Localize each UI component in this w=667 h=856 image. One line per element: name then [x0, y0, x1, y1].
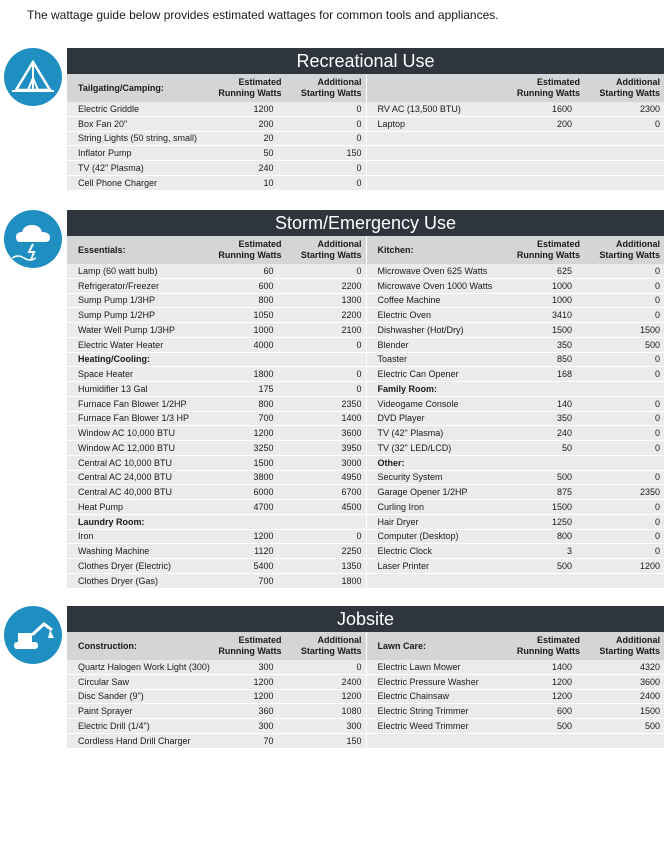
- starting-watts: 150: [346, 735, 362, 746]
- running-watts: 1050: [253, 310, 274, 321]
- starting-watts: 0: [654, 354, 660, 365]
- running-watts: 3410: [551, 310, 572, 321]
- table-row: [367, 264, 665, 279]
- table-row: [67, 574, 366, 589]
- storm-cloud-icon: [4, 210, 62, 268]
- starting-watts: 0: [654, 310, 660, 321]
- table-row: [67, 308, 366, 323]
- starting-watts: 1400: [341, 413, 362, 424]
- running-watts: 500: [556, 472, 572, 483]
- table-row: [67, 367, 366, 382]
- appliance-name: Security System: [377, 472, 443, 483]
- table-row: [367, 323, 665, 338]
- running-watts: 1200: [253, 531, 274, 542]
- starting-watts: 0: [654, 280, 660, 291]
- appliance-name: Clothes Dryer (Electric): [78, 560, 172, 571]
- starting-watts: 0: [356, 661, 362, 672]
- running-watts: 1200: [253, 691, 274, 702]
- running-watts: 4700: [253, 501, 274, 512]
- appliance-name: TV (42" Plasma): [78, 162, 144, 173]
- appliance-name: Window AC 12,000 BTU: [78, 442, 176, 453]
- estimated-running-watts-header: Estimated Running Watts: [218, 635, 282, 656]
- running-watts: 700: [258, 413, 274, 424]
- appliance-name: Iron: [78, 531, 94, 542]
- appliance-name: Dishwasher (Hot/Dry): [377, 324, 464, 335]
- running-watts: 500: [556, 560, 572, 571]
- appliance-name: Furnace Fan Blower 1/2HP: [78, 398, 187, 409]
- starting-watts: 0: [654, 531, 660, 542]
- table-row: [367, 117, 665, 132]
- table-row: [67, 530, 366, 545]
- running-watts: 625: [556, 265, 572, 276]
- appliance-name: Family Room:: [377, 383, 438, 394]
- table-row: [67, 338, 366, 353]
- estimated-running-watts-header: Estimated Running Watts: [218, 77, 282, 98]
- table-row: [367, 294, 665, 309]
- table-row: [367, 559, 665, 574]
- running-watts: 875: [556, 487, 572, 498]
- table-row: [367, 719, 665, 734]
- running-watts: 300: [258, 661, 274, 672]
- column-header: [67, 74, 366, 102]
- starting-watts: 0: [654, 501, 660, 512]
- starting-watts: 300: [346, 720, 362, 731]
- additional-starting-watts-header: Additional Starting Watts: [599, 239, 660, 260]
- subcategory-row: [367, 382, 665, 397]
- table-row: [367, 704, 665, 719]
- additional-starting-watts-header: Additional Starting Watts: [599, 77, 660, 98]
- table-row: [67, 500, 366, 515]
- table-row: [67, 734, 366, 749]
- appliance-name: Curling Iron: [377, 501, 425, 512]
- appliance-name: Coffee Machine: [377, 295, 441, 306]
- table-row: [367, 734, 665, 749]
- table-row: [367, 279, 665, 294]
- running-watts: 1200: [551, 676, 572, 687]
- running-watts: 10: [263, 177, 274, 188]
- appliance-name: Furnace Fan Blower 1/3 HP: [78, 413, 190, 424]
- appliance-name: Quartz Halogen Work Light (300): [78, 661, 210, 672]
- estimated-running-watts-header: Estimated Running Watts: [516, 77, 580, 98]
- table-row: [67, 397, 366, 412]
- running-watts: 1250: [551, 516, 572, 527]
- starting-watts: 0: [356, 118, 362, 129]
- table-row: [67, 559, 366, 574]
- table-row: [67, 161, 366, 176]
- section-title: Jobsite: [67, 606, 664, 632]
- starting-watts: 0: [356, 133, 362, 144]
- appliance-name: Box Fan 20": [78, 118, 128, 129]
- running-watts: 600: [258, 280, 274, 291]
- running-watts: 200: [258, 118, 274, 129]
- running-watts: 240: [258, 162, 274, 173]
- section-title: Recreational Use: [67, 48, 664, 74]
- appliance-name: DVD Player: [377, 413, 425, 424]
- appliance-name: Laundry Room:: [78, 516, 145, 527]
- table-row: [67, 323, 366, 338]
- appliance-name: Blender: [377, 339, 409, 350]
- appliance-name: Electric String Trimmer: [377, 706, 469, 717]
- additional-starting-watts-header: Additional Starting Watts: [300, 239, 362, 260]
- appliance-name: Central AC 10,000 BTU: [78, 457, 173, 468]
- running-watts: 850: [556, 354, 572, 365]
- running-watts: 600: [556, 706, 572, 717]
- running-watts: 1800: [253, 369, 274, 380]
- starting-watts: 2350: [639, 487, 660, 498]
- appliance-name: Electric Griddle: [78, 103, 140, 114]
- table-row: [367, 338, 665, 353]
- column-header: [67, 236, 366, 264]
- column-header: [67, 632, 366, 660]
- starting-watts: 0: [654, 442, 660, 453]
- running-watts: 350: [556, 339, 572, 350]
- category-label: Construction:: [78, 641, 137, 651]
- starting-watts: 0: [654, 516, 660, 527]
- running-watts: 1500: [551, 324, 572, 335]
- appliance-name: Refrigerator/Freezer: [78, 280, 160, 291]
- recreational-left-column: [67, 74, 366, 191]
- starting-watts: 0: [654, 413, 660, 424]
- starting-watts: 0: [654, 472, 660, 483]
- starting-watts: 4320: [639, 661, 660, 672]
- category-label: Essentials:: [78, 245, 126, 255]
- appliance-name: Electric Can Opener: [377, 369, 459, 380]
- table-row: [67, 146, 366, 161]
- table-row: [367, 530, 665, 545]
- appliance-name: Humidifier 13 Gal: [78, 383, 148, 394]
- running-watts: 1500: [551, 501, 572, 512]
- table-row: [367, 397, 665, 412]
- appliance-name: Electric Lawn Mower: [377, 661, 461, 672]
- excavator-icon: [4, 606, 62, 664]
- tent-icon: [4, 48, 62, 106]
- starting-watts: 2200: [341, 310, 362, 321]
- running-watts: 1000: [551, 280, 572, 291]
- appliance-name: Toaster: [377, 354, 408, 365]
- running-watts: 50: [561, 442, 572, 453]
- starting-watts: 2100: [341, 324, 362, 335]
- subcategory-row: [67, 515, 366, 530]
- appliance-name: Electric Weed Trimmer: [377, 720, 469, 731]
- starting-watts: 0: [654, 428, 660, 439]
- starting-watts: 0: [654, 398, 660, 409]
- running-watts: 360: [258, 706, 274, 717]
- appliance-name: Other:: [377, 457, 405, 468]
- starting-watts: 0: [654, 369, 660, 380]
- table-row: [367, 441, 665, 456]
- table-row: [367, 132, 665, 147]
- table-row: [67, 132, 366, 147]
- starting-watts: 3600: [341, 428, 362, 439]
- estimated-running-watts-header: Estimated Running Watts: [218, 239, 282, 260]
- table-row: [367, 485, 665, 500]
- appliance-name: Central AC 40,000 BTU: [78, 487, 173, 498]
- appliance-name: RV AC (13,500 BTU): [377, 103, 461, 114]
- starting-watts: 0: [356, 369, 362, 380]
- running-watts: 1000: [253, 324, 274, 335]
- appliance-name: Sump Pump 1/3HP: [78, 295, 156, 306]
- column-header: [367, 74, 665, 102]
- appliance-name: TV (32" LED/LCD): [377, 442, 452, 453]
- starting-watts: 500: [644, 339, 660, 350]
- appliance-name: Electric Pressure Washer: [377, 676, 479, 687]
- table-row: [67, 382, 366, 397]
- jobsite-left-column: [67, 632, 366, 749]
- table-row: [367, 500, 665, 515]
- running-watts: 3800: [253, 472, 274, 483]
- running-watts: 3250: [253, 442, 274, 453]
- running-watts: 1200: [253, 676, 274, 687]
- additional-starting-watts-header: Additional Starting Watts: [599, 635, 660, 656]
- running-watts: 800: [258, 295, 274, 306]
- table-row: [367, 544, 665, 559]
- appliance-name: TV (42" Plasma): [377, 428, 444, 439]
- starting-watts: 0: [654, 295, 660, 306]
- appliance-name: Computer (Desktop): [377, 531, 459, 542]
- starting-watts: 1800: [341, 575, 362, 586]
- starting-watts: 0: [356, 265, 362, 276]
- appliance-name: Clothes Dryer (Gas): [78, 575, 159, 586]
- appliance-name: Cell Phone Charger: [78, 177, 158, 188]
- table-row: [67, 412, 366, 427]
- starting-watts: 500: [644, 720, 660, 731]
- table-row: [67, 117, 366, 132]
- starting-watts: 2400: [639, 691, 660, 702]
- table-row: [367, 471, 665, 486]
- appliance-name: Microwave Oven 625 Watts: [377, 265, 488, 276]
- table-row: [367, 146, 665, 161]
- starting-watts: 3000: [341, 457, 362, 468]
- appliance-name: String Lights (50 string, small): [78, 133, 198, 144]
- running-watts: 800: [556, 531, 572, 542]
- starting-watts: 0: [654, 118, 660, 129]
- starting-watts: 1500: [639, 706, 660, 717]
- running-watts: 500: [556, 720, 572, 731]
- table-row: [367, 690, 665, 705]
- appliance-name: Space Heater: [78, 369, 134, 380]
- table-row: [367, 176, 665, 191]
- starting-watts: 0: [356, 531, 362, 542]
- appliance-name: Circular Saw: [78, 676, 130, 687]
- storm-right-column: [366, 236, 665, 589]
- running-watts: 50: [263, 148, 274, 159]
- category-label: Kitchen:: [377, 245, 414, 255]
- appliance-name: Window AC 10,000 BTU: [78, 428, 176, 439]
- section-title: Storm/Emergency Use: [67, 210, 664, 236]
- running-watts: 800: [258, 398, 274, 409]
- table-row: [67, 456, 366, 471]
- appliance-name: Lamp (60 watt bulb): [78, 265, 158, 276]
- table-row: [67, 485, 366, 500]
- table-row: [367, 515, 665, 530]
- appliance-name: Electric Oven: [377, 310, 432, 321]
- storm-left-column: [67, 236, 366, 589]
- starting-watts: 1500: [639, 324, 660, 335]
- running-watts: 60: [263, 265, 274, 276]
- table-row: [367, 675, 665, 690]
- appliance-name: Water Well Pump 1/3HP: [78, 324, 176, 335]
- running-watts: 1200: [253, 103, 274, 114]
- estimated-running-watts-header: Estimated Running Watts: [516, 635, 580, 656]
- appliance-name: Electric Drill (1/4"): [78, 720, 150, 731]
- appliance-name: Videogame Console: [377, 398, 459, 409]
- running-watts: 700: [258, 575, 274, 586]
- starting-watts: 3600: [639, 676, 660, 687]
- table-row: [367, 412, 665, 427]
- table-row: [67, 544, 366, 559]
- column-header: [367, 236, 665, 264]
- running-watts: 140: [556, 398, 572, 409]
- starting-watts: 0: [654, 265, 660, 276]
- starting-watts: 0: [356, 339, 362, 350]
- running-watts: 168: [556, 369, 572, 380]
- table-row: [367, 660, 665, 675]
- starting-watts: 0: [356, 103, 362, 114]
- table-row: [67, 279, 366, 294]
- running-watts: 240: [556, 428, 572, 439]
- starting-watts: 2350: [341, 398, 362, 409]
- running-watts: 4000: [253, 339, 274, 350]
- table-row: [67, 264, 366, 279]
- appliance-name: Laser Printer: [377, 560, 430, 571]
- recreational-right-column: [366, 74, 665, 191]
- table-row: [67, 660, 366, 675]
- starting-watts: 1350: [341, 560, 362, 571]
- starting-watts: 2300: [639, 103, 660, 114]
- estimated-running-watts-header: Estimated Running Watts: [516, 239, 580, 260]
- table-row: [67, 719, 366, 734]
- running-watts: 20: [263, 133, 274, 144]
- table-row: [67, 675, 366, 690]
- category-label: Tailgating/Camping:: [78, 83, 164, 93]
- table-row: [67, 176, 366, 191]
- starting-watts: 0: [356, 177, 362, 188]
- running-watts: 70: [263, 735, 274, 746]
- starting-watts: 2400: [341, 676, 362, 687]
- running-watts: 6000: [253, 487, 274, 498]
- appliance-name: Sump Pump 1/2HP: [78, 310, 156, 321]
- table-row: [67, 294, 366, 309]
- additional-starting-watts-header: Additional Starting Watts: [300, 635, 362, 656]
- table-row: [367, 353, 665, 368]
- starting-watts: 6700: [341, 487, 362, 498]
- jobsite-right-column: [366, 632, 665, 749]
- subcategory-row: [367, 456, 665, 471]
- column-header: [367, 632, 665, 660]
- table-row: [367, 574, 665, 589]
- table-row: [67, 102, 366, 117]
- starting-watts: 0: [356, 383, 362, 394]
- running-watts: 1500: [253, 457, 274, 468]
- intro-text: The wattage guide below provides estimated wattages for common tools and appliances.: [27, 8, 499, 22]
- running-watts: 1600: [551, 103, 572, 114]
- additional-starting-watts-header: Additional Starting Watts: [300, 77, 362, 98]
- table-row: [367, 308, 665, 323]
- starting-watts: 1200: [639, 560, 660, 571]
- starting-watts: 2200: [341, 280, 362, 291]
- starting-watts: 150: [346, 148, 362, 159]
- appliance-name: Microwave Oven 1000 Watts: [377, 280, 493, 291]
- table-row: [67, 426, 366, 441]
- running-watts: 1120: [254, 546, 274, 557]
- table-row: [367, 426, 665, 441]
- table-row: [367, 161, 665, 176]
- appliance-name: Electric Chainsaw: [377, 691, 450, 702]
- running-watts: 1000: [551, 295, 572, 306]
- table-row: [67, 441, 366, 456]
- starting-watts: 1300: [341, 295, 362, 306]
- appliance-name: Garage Opener 1/2HP: [377, 487, 468, 498]
- starting-watts: 4950: [341, 472, 362, 483]
- starting-watts: 0: [356, 162, 362, 173]
- starting-watts: 3950: [341, 442, 362, 453]
- running-watts: 200: [556, 118, 572, 129]
- running-watts: 5400: [253, 560, 274, 571]
- appliance-name: Paint Sprayer: [78, 706, 133, 717]
- appliance-name: Hair Dryer: [377, 516, 419, 527]
- starting-watts: 0: [654, 546, 660, 557]
- table-row: [367, 367, 665, 382]
- running-watts: 175: [258, 383, 274, 394]
- table-row: [67, 704, 366, 719]
- starting-watts: 1200: [341, 691, 362, 702]
- appliance-name: Electric Clock: [377, 546, 433, 557]
- table-row: [67, 471, 366, 486]
- appliance-name: Central AC 24,000 BTU: [78, 472, 173, 483]
- starting-watts: 2250: [341, 546, 362, 557]
- appliance-name: Electric Water Heater: [78, 339, 164, 350]
- table-row: [367, 102, 665, 117]
- running-watts: 1200: [551, 691, 572, 702]
- appliance-name: Inflator Pump: [78, 148, 132, 159]
- running-watts: 3: [566, 546, 572, 557]
- appliance-name: Washing Machine: [78, 546, 150, 557]
- appliance-name: Heating/Cooling:: [78, 354, 150, 365]
- starting-watts: 4500: [341, 501, 362, 512]
- running-watts: 350: [556, 413, 572, 424]
- running-watts: 1400: [551, 661, 572, 672]
- appliance-name: Heat Pump: [78, 501, 124, 512]
- starting-watts: 1080: [341, 706, 362, 717]
- appliance-name: Cordless Hand Drill Charger: [78, 735, 191, 746]
- appliance-name: Disc Sander (9"): [78, 691, 144, 702]
- appliance-name: Laptop: [377, 118, 406, 129]
- subcategory-row: [67, 353, 366, 368]
- table-row: [67, 690, 366, 705]
- category-label: Lawn Care:: [377, 641, 427, 651]
- running-watts: 300: [258, 720, 274, 731]
- running-watts: 1200: [253, 428, 274, 439]
